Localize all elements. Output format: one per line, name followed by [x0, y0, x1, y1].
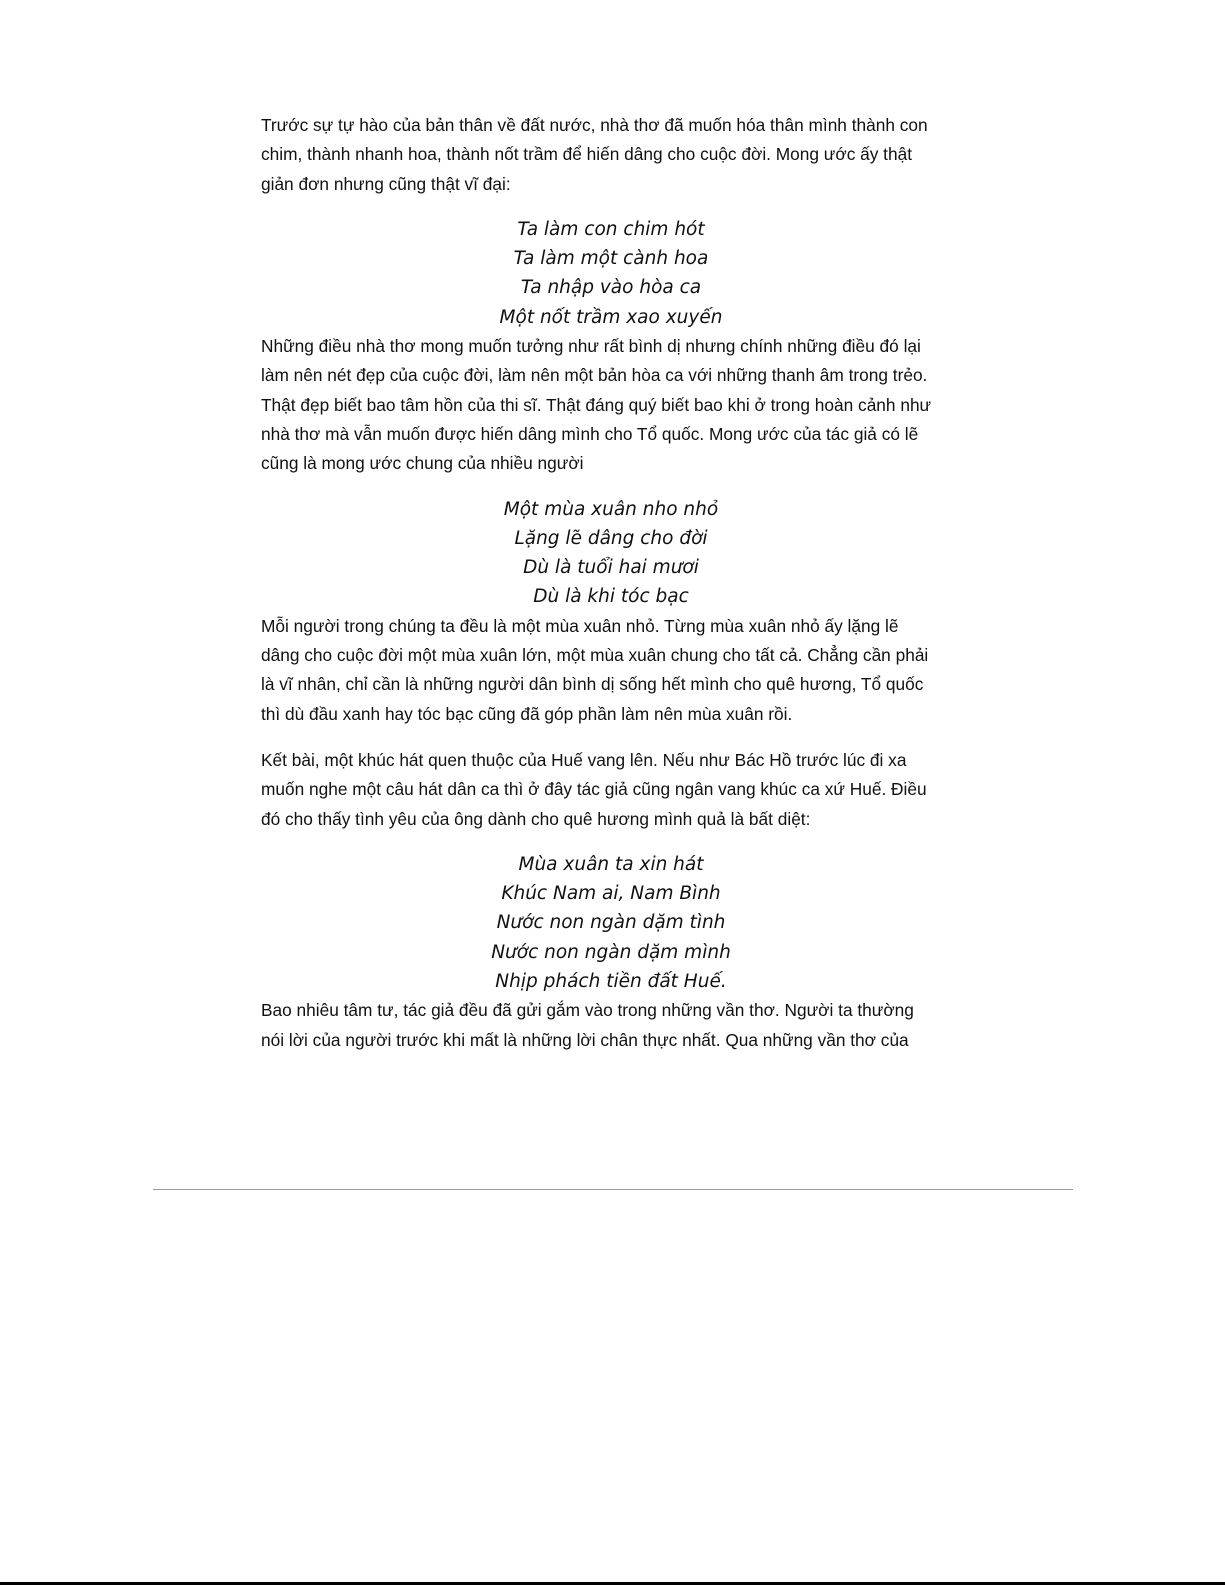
- text-line: Kết bài, một khúc hát quen thuộc của Huế vang lên. Nếu như Bác Hồ trước lúc đi xa: [261, 749, 907, 770]
- paragraph-small-spring: [261, 612, 961, 729]
- paragraph-conclusion: [261, 746, 961, 834]
- document-body: [261, 111, 961, 1055]
- text-line: dâng cho cuộc đời một mùa xuân lớn, một mùa xuân chung cho tất cả. Chẳng cần phải: [261, 645, 929, 666]
- poem-verse: Nước non ngàn dặm tình: [496, 912, 726, 934]
- text-line: Những điều nhà thơ mong muốn tưởng như rất bình dị nhưng chính những điều đó lại: [261, 336, 921, 357]
- poem-verse: Ta làm một cành hoa: [513, 248, 709, 270]
- text-line: nhà thơ mà vẫn muốn được hiến dâng mình cho Tổ quốc. Mong ước của tác giả có lẽ: [261, 423, 919, 444]
- poem-stanza-2: [261, 495, 961, 612]
- paragraph-simple-wishes: [261, 332, 961, 478]
- poem-verse: Một nốt trầm xao xuyến: [499, 306, 723, 328]
- poem-verse: Ta làm con chim hót: [517, 218, 705, 240]
- text-line: là vĩ nhân, chỉ cần là những người dân bình dị sống hết mình cho quê hương, Tổ quốc: [261, 674, 924, 695]
- paragraph-intro: [261, 111, 961, 199]
- poem-stanza-3: [261, 850, 961, 996]
- poem-verse: Nhịp phách tiền đất Huế.: [495, 971, 727, 993]
- text-line: làm nên nét đẹp của cuộc đời, làm nên một bản hòa ca với những thanh âm trong trẻo.: [261, 365, 928, 386]
- text-line: cũng là mong ước chung của nhiều người: [261, 453, 584, 474]
- text-line: Thật đẹp biết bao tâm hồn của thi sĩ. Thật đáng quý biết bao khi ở trong hoàn cảnh như: [261, 394, 932, 415]
- text-line: Trước sự tự hào của bản thân về đất nước, nhà thơ đã muốn hóa thân mình thành con: [261, 115, 928, 135]
- text-line: muốn nghe một câu hát dân ca thì ở đây tác giả cũng ngân vang khúc ca xứ Huế. Điều: [261, 779, 927, 800]
- text-line: thì dù đầu xanh hay tóc bạc cũng đã góp phần làm nên mùa xuân rồi.: [261, 703, 793, 724]
- page-divider: [153, 1189, 1073, 1190]
- text-line: đó cho thấy tình yêu của ông dành cho quê hương mình quả là bất diệt:: [261, 808, 811, 829]
- text-line: nói lời của người trước khi mất là những lời chân thực nhất. Qua những vần thơ của: [261, 1029, 909, 1050]
- poem-verse: Nước non ngàn dặm mình: [491, 941, 731, 963]
- poem-verse: Khúc Nam ai, Nam Bình: [501, 883, 721, 905]
- paragraph-final: [261, 996, 961, 1055]
- poem-verse: Dù là khi tóc bạc: [533, 586, 689, 608]
- poem-verse: Ta nhập vào hòa ca: [520, 277, 702, 299]
- text-line: Bao nhiêu tâm tư, tác giả đều đã gửi gắm vào trong những vần thơ. Người ta thường: [261, 1000, 914, 1021]
- text-line: Mỗi người trong chúng ta đều là một mùa xuân nhỏ. Từng mùa xuân nhỏ ấy lặng lẽ: [261, 615, 899, 636]
- poem-stanza-1: [261, 215, 961, 332]
- poem-verse: Một mùa xuân nho nhỏ: [503, 498, 719, 520]
- poem-verse: Dù là tuổi hai mươi: [523, 557, 699, 579]
- poem-verse: Mùa xuân ta xin hát: [518, 853, 704, 875]
- poem-verse: Lặng lẽ dâng cho đời: [514, 527, 708, 549]
- text-line: chim, thành nhanh hoa, thành nốt trầm để hiến dâng cho cuộc đời. Mong ước ấy thật: [261, 144, 913, 165]
- text-line: giản đơn nhưng cũng thật vĩ đại:: [261, 173, 511, 194]
